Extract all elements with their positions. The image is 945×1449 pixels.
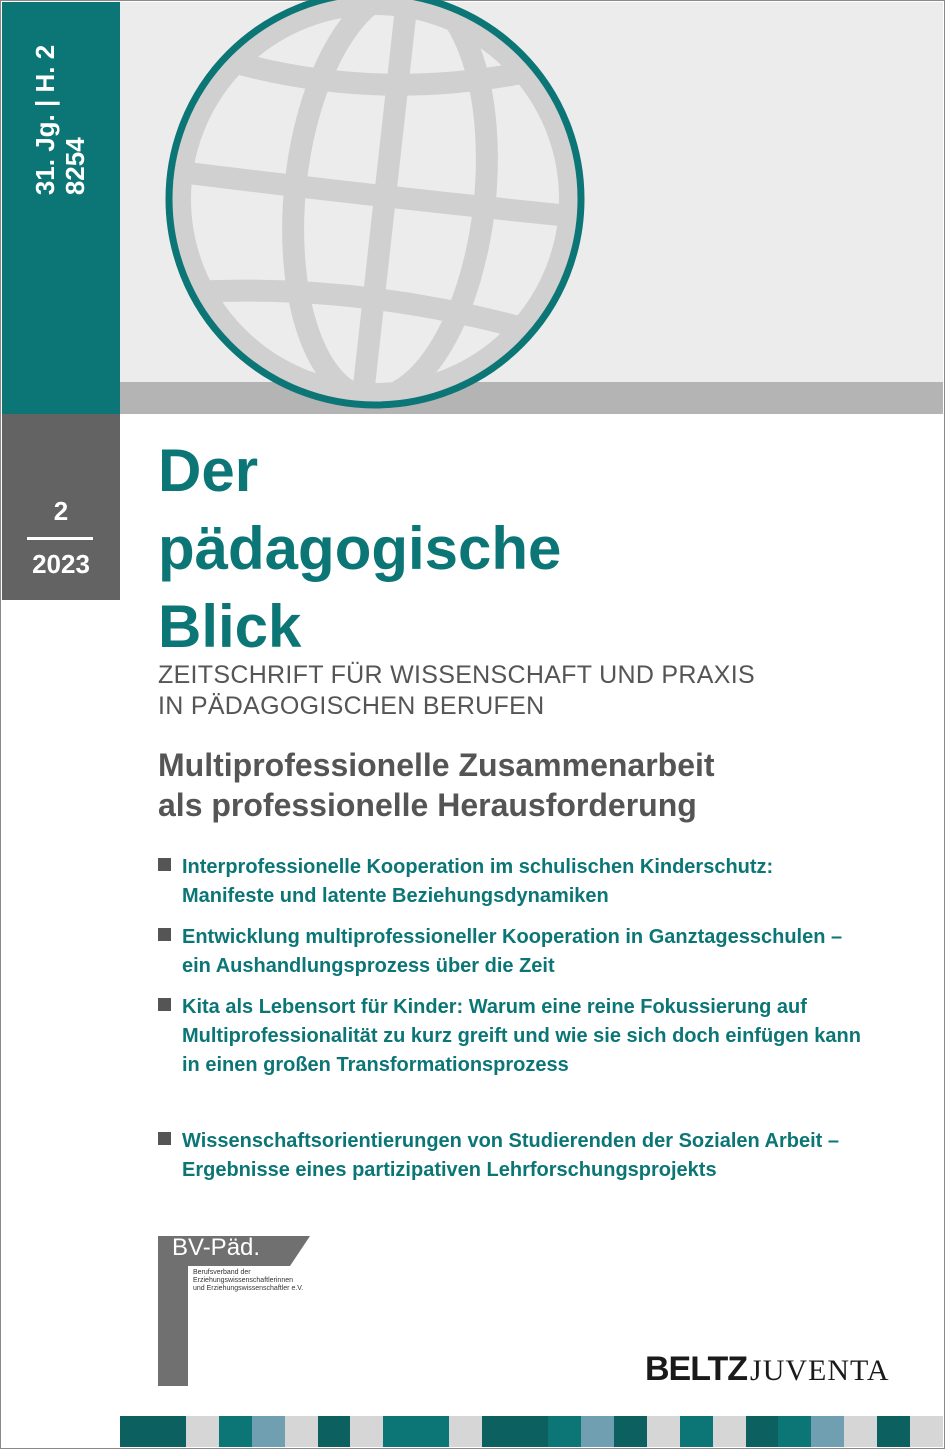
color-bar-segment (515, 1416, 548, 1447)
color-bar-segment (844, 1416, 877, 1447)
color-bar-segment (680, 1416, 713, 1447)
color-bar-segment (548, 1416, 581, 1447)
volume-info (30, 45, 90, 195)
volume-label: 31. Jg. | H. 2 (30, 44, 60, 196)
color-bar-segment (614, 1416, 647, 1447)
publisher-logo (645, 1350, 890, 1389)
color-bar-segment (746, 1416, 779, 1447)
article-line: ein Aushandlungsprozess über die Zeit (182, 955, 555, 977)
color-bar-segment (416, 1416, 449, 1447)
color-bar-segment (350, 1416, 383, 1447)
color-bar-segment (219, 1416, 252, 1447)
color-bar-segment (285, 1416, 318, 1447)
color-bar-segment (120, 1416, 153, 1447)
theme-line: als professionelle Herausforderung (158, 787, 697, 823)
journal-subtitle (158, 660, 755, 722)
title-line: pädagogische (158, 515, 562, 582)
article-line: Entwicklung multiprofessioneller Kooperation in Ganztagesschulen – (182, 926, 843, 948)
issue-divider (27, 537, 93, 540)
article-line: Ergebnisse eines partizipativen Lehrforschungsprojekts (182, 1159, 717, 1181)
journal-title (158, 432, 561, 666)
color-bar-segment (383, 1416, 416, 1447)
issn-number: 8254 (60, 137, 90, 196)
globe-icon (160, 0, 600, 422)
color-bar-segment (778, 1416, 811, 1447)
association-line: Erziehungswissenschaftlerinnen (193, 1277, 293, 1284)
issue-theme (158, 745, 715, 825)
color-bar-segment (581, 1416, 614, 1447)
color-bar-segment (186, 1416, 219, 1447)
decorative-color-bar (120, 1416, 943, 1447)
publisher-beltz: BELTZ (645, 1350, 748, 1388)
article-line: Kita als Lebensort für Kinder: Warum eine reine Fokussierung auf (182, 996, 807, 1018)
color-bar-segment (877, 1416, 910, 1447)
square-bullet-icon (158, 998, 171, 1011)
color-bar-segment (252, 1416, 285, 1447)
color-bar-segment (318, 1416, 351, 1447)
article-line: Manifeste und latente Beziehungsdynamiken (182, 885, 609, 907)
association-line: und Erziehungswissenschaftler e.V. (193, 1285, 304, 1292)
article-line: Wissenschaftsorientierungen von Studierenden der Sozialen Arbeit – (182, 1130, 839, 1152)
color-bar-segment (910, 1416, 943, 1447)
color-bar-segment (713, 1416, 746, 1447)
subtitle-line: IN PÄDAGOGISCHEN BERUFEN (158, 692, 545, 720)
article-line: Interprofessionelle Kooperation im schulischen Kinderschutz: (182, 856, 774, 878)
color-bar-segment (647, 1416, 680, 1447)
issue-year: 2023 (32, 549, 90, 579)
article-line: Multiprofessionalität zu kurz greift und wie sie sich doch einfügen kann (182, 1025, 861, 1047)
theme-line: Multiprofessionelle Zusammenarbeit (158, 747, 715, 783)
square-bullet-icon (158, 928, 171, 941)
square-bullet-icon (158, 858, 171, 871)
association-full-name (193, 1269, 303, 1293)
publisher-juventa: JUVENTA (750, 1354, 890, 1387)
title-line: Blick (158, 593, 302, 660)
article-line: in einen großen Transformationsprozess (182, 1054, 569, 1076)
association-name: BV-Päd. (172, 1234, 261, 1261)
association-line: Berufsverband der (193, 1269, 251, 1276)
color-bar-segment (153, 1416, 186, 1447)
issue-number: 2 (53, 496, 69, 526)
square-bullet-icon (158, 1132, 171, 1145)
title-line: Der (158, 437, 259, 504)
color-bar-segment (482, 1416, 515, 1447)
color-bar-segment (449, 1416, 482, 1447)
color-bar-segment (811, 1416, 844, 1447)
subtitle-line: ZEITSCHRIFT FÜR WISSENSCHAFT UND PRAXIS (158, 661, 755, 689)
